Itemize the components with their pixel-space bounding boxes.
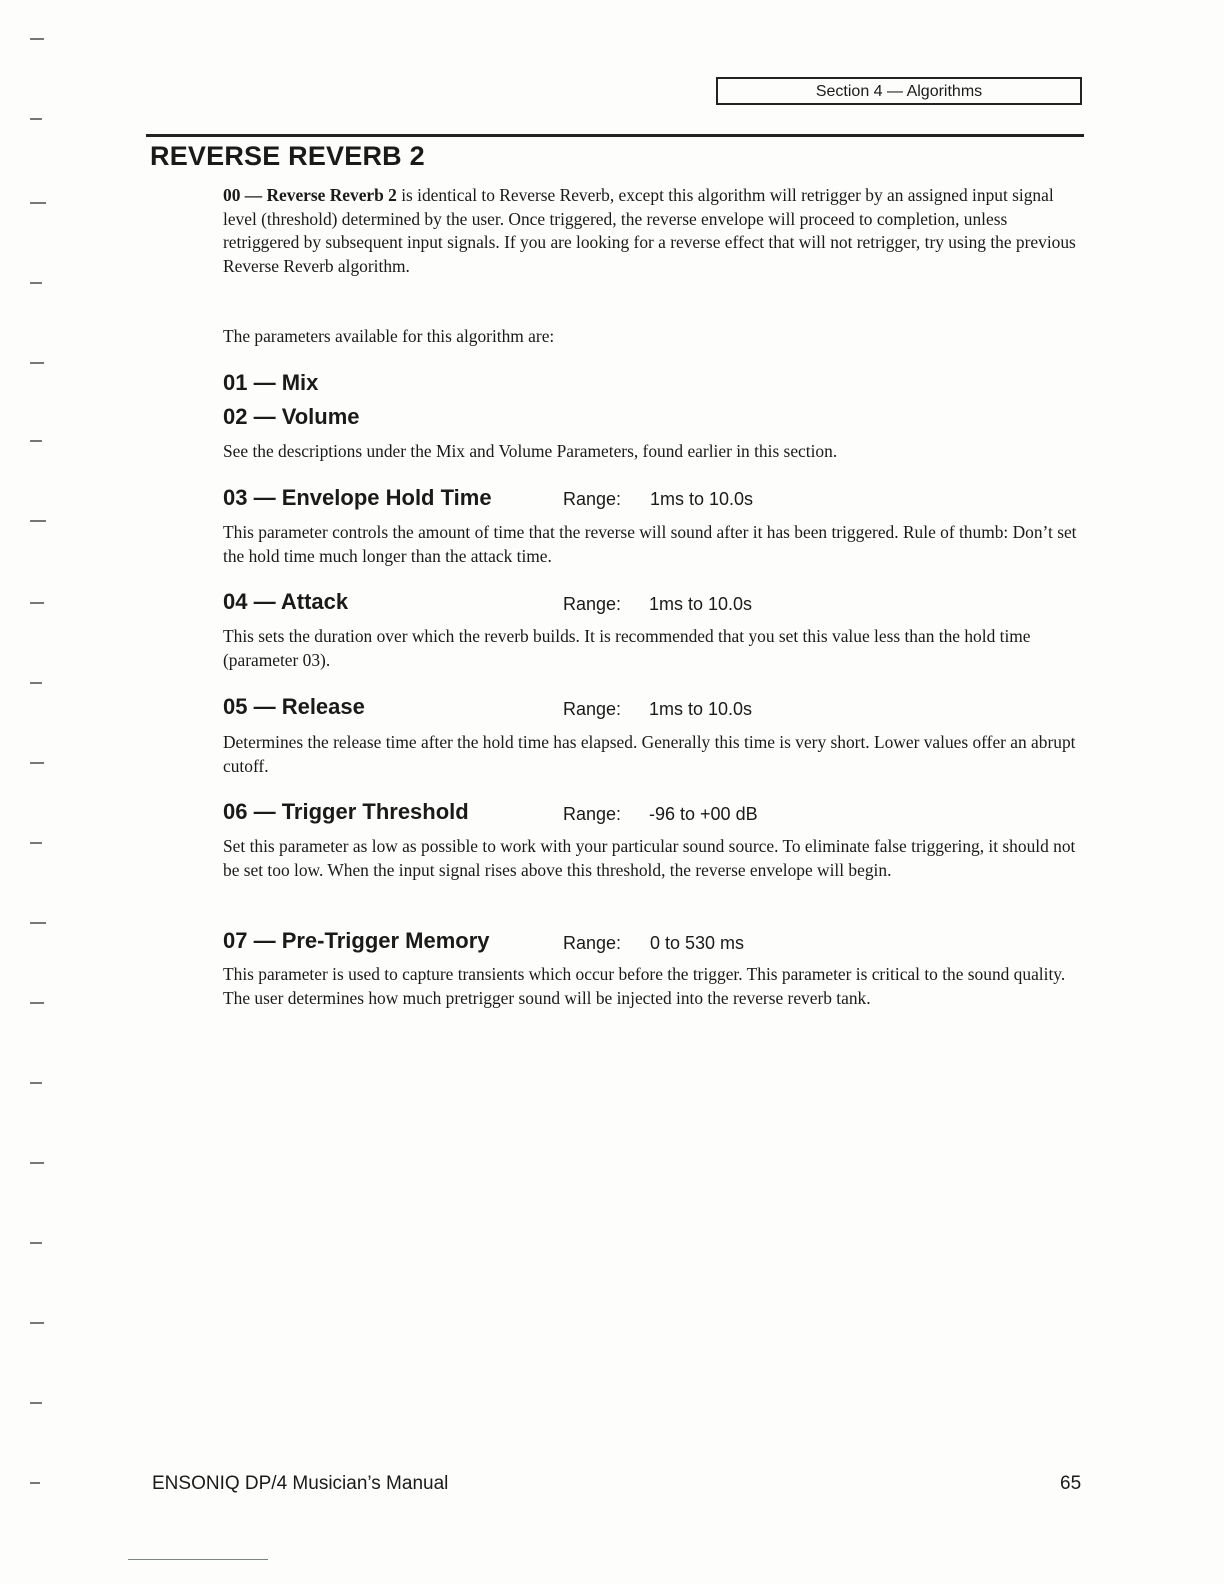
param-heading-envelope-hold-time: 03 — Envelope Hold Time — [223, 485, 492, 510]
range-label-release: Range: — [563, 699, 622, 719]
param-heading-attack: 04 — Attack — [223, 589, 349, 614]
intro-paragraph — [223, 184, 1083, 278]
param-desc-volume: See the descriptions under the Mix and Volume Parameters, found earlier in this section. — [223, 441, 838, 461]
intro-text: is identical to Reverse Reverb, except this algorithm will retrigger by an assigned input signal level (threshold) determined by the user. Once triggered, the reverse envelope will proceed to completion, unless retriggered by subsequent input signals. If you are looking for a reverse effect that will not retrigger, try using the previous Reverse Reverb algorithm. — [223, 185, 1076, 276]
intro-lead: 00 — Reverse Reverb 2 — [223, 185, 397, 205]
param-desc-attack: This sets the duration over which the reverb builds. It is recommended that you set this value less than the hold time (parameter 03). — [223, 626, 1031, 670]
range-value-pre-trigger-memory: 0 to 530 ms — [650, 933, 745, 953]
param-heading-trigger-threshold: 06 — Trigger Threshold — [223, 799, 469, 824]
range-label-trigger-threshold: Range: — [563, 804, 622, 824]
param-heading-release: 05 — Release — [223, 694, 365, 719]
range-label-envelope-hold-time: Range: — [563, 489, 622, 509]
available-text: The parameters available for this algorithm are: — [223, 326, 555, 346]
param-desc-release: Determines the release time after the hold time has elapsed. Generally this time is very short. Lower values offer an abrupt cutoff. — [223, 732, 1076, 776]
title-rule — [146, 134, 1084, 137]
page-title: REVERSE REVERB 2 — [150, 141, 425, 171]
footer-manual-title: ENSONIQ DP/4 Musician’s Manual — [152, 1473, 449, 1494]
param-heading-volume: 02 — Volume — [223, 404, 360, 429]
section-header-box — [716, 77, 1082, 105]
section-label: Section 4 — Algorithms — [815, 83, 983, 100]
param-desc-pre-trigger-memory: This parameter is used to capture transients which occur before the trigger. This parameter is critical to the sound quality. The user determines how much pretrigger sound will be injected into the reverse reverb tank. — [223, 964, 1066, 1008]
param-desc-trigger-threshold: Set this parameter as low as possible to work with your particular sound source. To eliminate false triggering, it should not be set too low. When the input signal rises above this threshold, the reverse envelope will begin. — [223, 836, 1076, 880]
footer-page-number: 65 — [1060, 1473, 1082, 1494]
binding-edge-marks — [30, 0, 60, 1584]
param-heading-pre-trigger-memory: 07 — Pre-Trigger Memory — [223, 928, 490, 953]
bottom-edge-mark — [128, 1559, 268, 1560]
param-desc-envelope-hold-time: This parameter controls the amount of time that the reverse will sound after it has been triggered. Rule of thumb: Don’t set the hold time much longer than the attack time. — [223, 522, 1077, 566]
range-label-attack: Range: — [563, 594, 622, 614]
range-value-envelope-hold-time: 1ms to 10.0s — [650, 489, 754, 509]
range-value-attack: 1ms to 10.0s — [649, 594, 753, 614]
param-heading-mix: 01 — Mix — [223, 370, 319, 395]
range-value-release: 1ms to 10.0s — [649, 699, 753, 719]
range-label-pre-trigger-memory: Range: — [563, 933, 622, 953]
range-value-trigger-threshold: -96 to +00 dB — [649, 804, 758, 824]
